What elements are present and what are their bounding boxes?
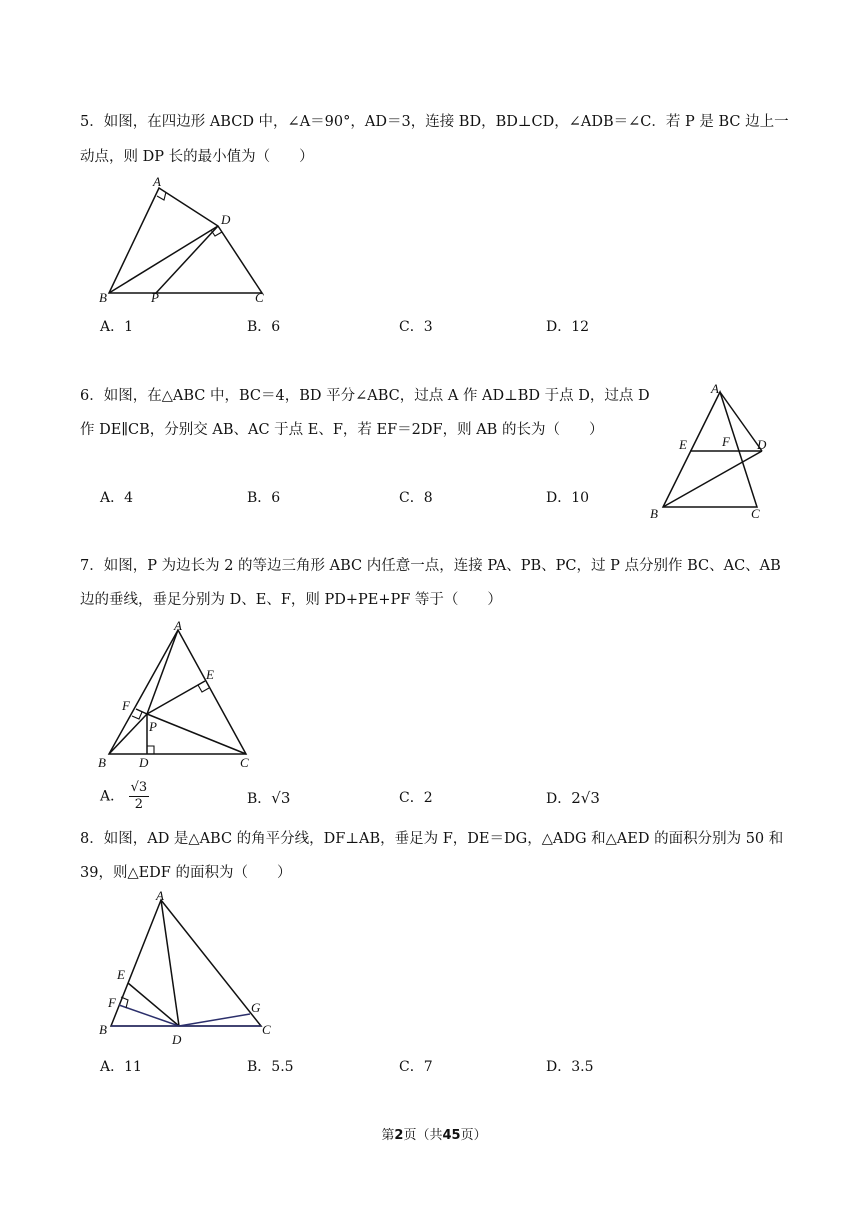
q8-label-e: E — [117, 967, 125, 982]
q7-option-a-denominator: 2 — [134, 797, 143, 812]
q8-stem-line1: 8．如图，AD 是△ABC 的角平分线，DF⊥AB，垂足为 F，DE＝DG，△ADG 和△AED 的面积分别为 50 和 — [80, 831, 784, 847]
q6-option-a: A．4 — [100, 490, 134, 506]
footer-total-pages: 45 — [442, 1128, 461, 1143]
q8-label-c: C — [262, 1022, 271, 1037]
q6-option-b: B．6 — [247, 490, 281, 506]
q5-option-b: B．6 — [247, 319, 281, 335]
q8-option-d: D．3.5 — [546, 1059, 594, 1075]
q6-segment-bd — [663, 451, 762, 507]
q6-option-c: C．8 — [399, 490, 433, 506]
q8-option-a: A．11 — [100, 1059, 142, 1075]
q6-figure — [645, 380, 785, 525]
q5-quadrilateral — [109, 188, 262, 293]
q8-segment-ed — [128, 983, 179, 1026]
footer-mid: 页（共 — [403, 1128, 443, 1143]
footer-prefix: 第 — [381, 1128, 395, 1143]
q7-option-d-value: 2√3 — [571, 789, 600, 807]
q8-stem-line2: 39，则△EDF 的面积为（ ） — [80, 865, 292, 881]
q8-figure — [95, 888, 285, 1048]
q6-label-f: F — [722, 434, 730, 449]
q5-option-c: C．3 — [399, 319, 433, 335]
q7-segment-pa — [147, 630, 178, 714]
q5-stem-line1: 5．如图，在四边形 ABCD 中，∠A＝90°，AD＝3，连接 BD，BD⊥CD，∠ADB＝∠C．若 P 是 BC 边上一 — [80, 114, 789, 130]
q7-stem-line1: 7．如图，P 为边长为 2 的等边三角形 ABC 内任意一点，连接 PA、PB、PC，过 P 点分别作 BC、AC、AB — [80, 558, 781, 574]
footer-page-number: 2 — [394, 1128, 404, 1143]
q7-label-f: F — [122, 698, 130, 713]
q5-stem-line2: 动点，则 DP 长的最小值为（ ） — [80, 149, 314, 165]
q7-option-a-fraction — [129, 780, 150, 813]
footer-suffix: 页） — [460, 1128, 487, 1143]
q6-label-d: D — [757, 437, 767, 452]
q7-segment-pe — [147, 681, 205, 714]
q6-label-a: A — [711, 381, 719, 396]
q7-option-b — [247, 788, 290, 809]
q7-option-a-numerator: √3 — [130, 780, 148, 795]
q8-label-a: A — [156, 888, 164, 903]
q7-option-a — [100, 780, 149, 813]
q5-label-d: D — [221, 212, 231, 227]
q7-label-e: E — [206, 667, 214, 682]
q8-option-b: B．5.5 — [247, 1059, 294, 1075]
q6-triangle-abc — [663, 392, 757, 507]
q7-option-a-letter: A． — [100, 788, 125, 805]
q8-segment-dg — [179, 1014, 250, 1026]
q8-segment-fd — [119, 1005, 179, 1026]
q7-stem-line2: 边的垂线，垂足分别为 D、E、F，则 PD+PE+PF 等于（ ） — [80, 592, 502, 608]
q5-segment-dp — [156, 226, 218, 293]
q5-figure — [95, 175, 285, 310]
q7-figure — [92, 618, 262, 773]
q7-right-angle-f — [132, 712, 142, 719]
q8-triangle-abc — [111, 900, 261, 1026]
q7-label-c: C — [240, 755, 249, 770]
q7-triangle-abc — [109, 630, 246, 754]
page-footer — [0, 1124, 868, 1143]
q7-label-a: A — [174, 618, 182, 633]
q8-label-b: B — [99, 1022, 107, 1037]
q6-option-d: D．10 — [546, 490, 590, 506]
q7-option-b-letter: B． — [247, 791, 272, 807]
q5-right-angle-a — [157, 192, 166, 200]
q7-option-d-letter: D． — [546, 791, 572, 807]
q7-label-b: B — [98, 755, 106, 770]
q5-option-a: A．1 — [100, 319, 134, 335]
q5-option-d: D．12 — [546, 319, 590, 335]
q7-option-b-value: √3 — [271, 789, 291, 807]
q7-option-c: C．2 — [399, 790, 433, 806]
q7-segment-pc — [147, 714, 246, 754]
q5-label-a: A — [153, 174, 161, 189]
q7-right-angle-e — [198, 685, 209, 692]
q6-stem-line2: 作 DE∥CB，分别交 AB、AC 于点 E、F，若 EF＝2DF，则 AB 的长为（ ） — [80, 422, 604, 438]
q7-label-d: D — [139, 755, 149, 770]
q8-label-g: G — [251, 1000, 261, 1015]
q8-label-d: D — [172, 1032, 182, 1047]
q6-label-b: B — [650, 506, 658, 521]
q5-label-b: B — [99, 290, 107, 305]
q7-label-p: P — [149, 719, 157, 734]
q5-label-p: P — [151, 290, 159, 305]
q6-stem-line1: 6．如图，在△ABC 中，BC＝4，BD 平分∠ABC，过点 A 作 AD⊥BD 于点 D，过点 D — [80, 388, 650, 404]
q7-right-angle-d — [147, 746, 154, 754]
q7-option-d — [546, 788, 600, 809]
q5-label-c: C — [255, 290, 264, 305]
q8-option-c: C．7 — [399, 1059, 433, 1075]
q8-label-f: F — [108, 995, 116, 1010]
q6-label-e: E — [679, 437, 687, 452]
q6-label-c: C — [751, 506, 760, 521]
